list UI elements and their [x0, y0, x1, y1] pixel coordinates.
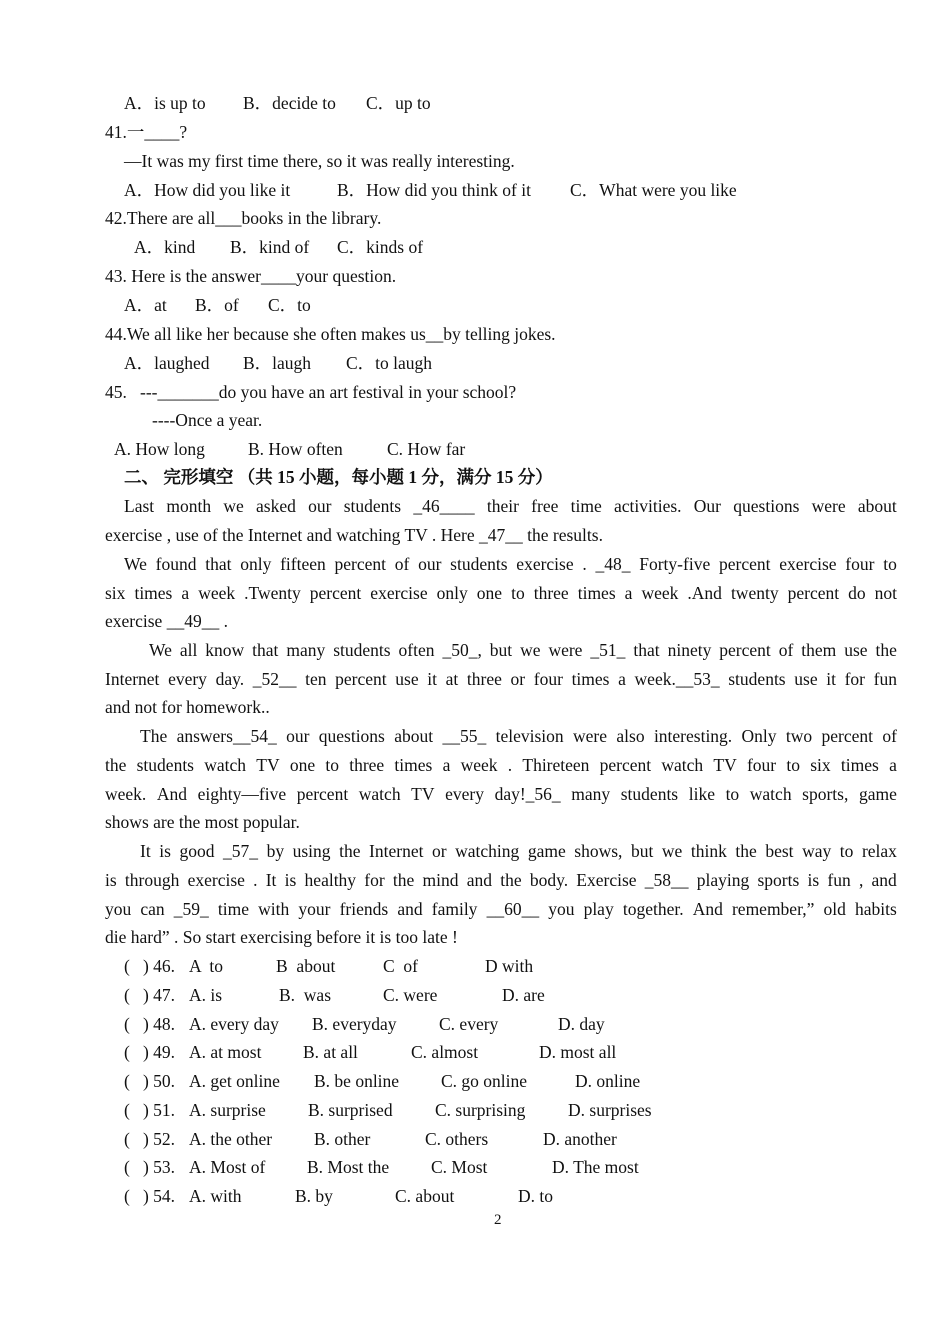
- choice-row-53: [124, 1157, 639, 1177]
- passage-word: exercise: [779, 554, 837, 574]
- q43-stem: 43. Here is the answer____your question.: [105, 266, 397, 286]
- q41-option-b: B．How did you think of it: [337, 180, 531, 200]
- passage-word: every: [168, 669, 207, 689]
- passage-word: the: [875, 640, 897, 660]
- passage-word: one: [289, 755, 316, 775]
- passage-word: by: [266, 841, 285, 861]
- passage-word: times: [577, 583, 616, 603]
- passage-word: Internet: [105, 669, 160, 689]
- passage-word: day.: [215, 669, 245, 689]
- passage-word: best: [765, 841, 794, 861]
- passage-word: Forty-five: [639, 554, 711, 574]
- passage-word: watch: [661, 755, 704, 775]
- passage-word: week: [198, 583, 236, 603]
- passage-word: four: [746, 755, 777, 775]
- passage-p5-line4: die hard” . So start exercising before it is too late !: [105, 927, 458, 947]
- passage-word: day!_56_: [494, 784, 561, 804]
- passage-word: like: [688, 784, 715, 804]
- q41-answer-line: —It was my first time there, so it was really interesting.: [124, 151, 515, 171]
- passage-word: good: [179, 841, 215, 861]
- passage-word: were: [811, 496, 846, 516]
- passage-p4-line2: [105, 755, 897, 775]
- passage-word: We: [124, 554, 147, 574]
- passage-word: Exercise: [576, 870, 637, 890]
- choice-option-b: B. other: [314, 1129, 371, 1149]
- passage-word: percent: [719, 640, 771, 660]
- passage-word: one: [476, 583, 503, 603]
- q45-stem: 45. ---_______do you have an art festival in your school?: [105, 382, 517, 402]
- passage-word: that: [205, 554, 232, 574]
- passage-word: or: [432, 841, 447, 861]
- passage-word: _52__: [252, 669, 297, 689]
- passage-word: shows,: [574, 841, 623, 861]
- passage-word: that: [252, 640, 279, 660]
- passage-p3-line2: [105, 669, 897, 689]
- passage-word: times: [134, 583, 173, 603]
- passage-word: answers__54_: [176, 726, 277, 746]
- passage-word: we: [661, 841, 683, 861]
- passage-word: our: [308, 496, 332, 516]
- passage-word: or: [510, 669, 526, 689]
- passage-word: .Twenty: [244, 583, 301, 603]
- passage-word: percent: [296, 784, 349, 804]
- choice-option-c: C. go online: [441, 1071, 528, 1091]
- choice-option-b: B. at all: [303, 1042, 358, 1062]
- passage-word: six: [105, 583, 126, 603]
- passage-word: It: [140, 841, 151, 861]
- passage-word: their: [486, 496, 519, 516]
- passage-word: to: [786, 755, 800, 775]
- choice-option-d: D. most all: [539, 1042, 617, 1062]
- choice-option-b: B. by: [295, 1186, 333, 1206]
- passage-word: can: [140, 899, 165, 919]
- passage-word: know: [205, 640, 245, 660]
- passage-p3-line1: [149, 640, 897, 660]
- q44-option-b: B．laugh: [243, 353, 312, 373]
- passage-word: TV: [713, 755, 737, 775]
- passage-word: three: [466, 669, 502, 689]
- passage-word: to: [511, 583, 525, 603]
- passage-word: the: [735, 841, 757, 861]
- passage-word: fun: [827, 870, 851, 890]
- passage-word: times: [394, 755, 433, 775]
- choice-option-d: D. another: [543, 1129, 617, 1149]
- choice-option-a: A. every day: [189, 1014, 279, 1034]
- passage-word: exercise: [187, 870, 245, 890]
- passage-word: the: [392, 870, 415, 890]
- passage-word: percent: [309, 583, 362, 603]
- passage-word: game: [527, 841, 566, 861]
- choice-option-a: A to: [189, 956, 224, 976]
- passage-word: ten: [305, 669, 327, 689]
- passage-word: a: [624, 583, 633, 603]
- passage-word: And: [692, 899, 723, 919]
- passage-word: a: [618, 669, 626, 689]
- passage-word: eighty—five: [197, 784, 287, 804]
- passage-word: free: [531, 496, 559, 516]
- choice-option-b: B. everyday: [312, 1014, 397, 1034]
- passage-word: time: [217, 899, 250, 919]
- passage-word: .: [507, 755, 513, 775]
- passage-word: percent: [335, 669, 387, 689]
- passage-word: asked: [256, 496, 296, 516]
- choice-option-c: C. others: [425, 1129, 489, 1149]
- choice-option-c: C. were: [383, 985, 438, 1005]
- passage-word: of: [882, 726, 897, 746]
- q45-option-a: A. How long: [114, 439, 205, 459]
- passage-word: remember,”: [731, 899, 815, 919]
- passage-p4-line1: [140, 726, 897, 746]
- passage-word: We: [149, 640, 172, 660]
- choice-row-49: [124, 1042, 617, 1062]
- q41-option-a: A．How did you like it: [124, 180, 291, 200]
- choice-option-c: C. every: [439, 1014, 499, 1034]
- q45-option-c: C. How far: [387, 439, 466, 459]
- passage-word: about: [394, 726, 434, 746]
- passage-word: times: [840, 755, 879, 775]
- passage-word: percent: [718, 554, 771, 574]
- passage-word: watch: [204, 755, 247, 775]
- choice-option-a: A. Most of: [189, 1157, 266, 1177]
- passage-word: four: [533, 669, 563, 689]
- passage-word: two: [785, 726, 813, 746]
- q42-option-c: C．kinds of: [337, 237, 424, 257]
- passage-word: watch: [358, 784, 401, 804]
- passage-p3-line3: and not for homework..: [105, 697, 270, 717]
- choice-option-a: A. at most: [189, 1042, 262, 1062]
- passage-word: ninety: [667, 640, 712, 660]
- passage-word: _46____: [413, 496, 475, 516]
- passage-word: healthy: [304, 870, 357, 890]
- passage-word: fifteen: [280, 554, 326, 574]
- choice-option-d: D. to: [518, 1186, 553, 1206]
- passage-word: And: [156, 784, 188, 804]
- choice-option-c: C. about: [395, 1186, 455, 1206]
- choice-option-b: B. surprised: [308, 1100, 393, 1120]
- choice-option-b: B. be online: [314, 1071, 400, 1091]
- passage-word: times: [571, 669, 610, 689]
- passage-word: play: [583, 899, 614, 919]
- passage-word: for: [844, 669, 866, 689]
- passage-word: a: [181, 583, 190, 603]
- passage-word: three: [349, 755, 385, 775]
- passage-word: _58__: [644, 870, 689, 890]
- choice-number: ( ) 47.: [124, 985, 176, 1005]
- choice-row-47: [124, 985, 545, 1005]
- passage-word: Internet: [369, 841, 424, 861]
- passage-word: mind: [422, 870, 459, 890]
- passage-word: Thireteen: [522, 755, 590, 775]
- passage-word: but: [489, 640, 513, 660]
- passage-word: percent: [599, 755, 652, 775]
- q42-stem: 42.There are all___books in the library.: [105, 208, 382, 228]
- passage-word: activities.: [613, 496, 682, 516]
- passage-word: is: [807, 870, 820, 890]
- passage-word: percent: [787, 583, 840, 603]
- passage-word: relax: [861, 841, 897, 861]
- passage-word: the: [105, 755, 127, 775]
- passage-word: to: [839, 841, 854, 861]
- passage-word: often: [398, 640, 435, 660]
- choice-option-c: C. almost: [411, 1042, 479, 1062]
- passage-p4-line3: [105, 784, 897, 804]
- passage-word: use: [794, 669, 818, 689]
- passage-word: to: [725, 784, 740, 804]
- q43-option-a: A．at: [124, 295, 167, 315]
- passage-word: week: [460, 755, 498, 775]
- passage-word: _48_: [595, 554, 631, 574]
- choice-option-d: D with: [485, 956, 534, 976]
- q43-option-c: C．to: [268, 295, 311, 315]
- passage-word: exercise: [370, 583, 428, 603]
- passage-word: is: [105, 870, 117, 890]
- passage-word: only: [436, 583, 468, 603]
- passage-word: through: [124, 870, 180, 890]
- passage-word: interesting.: [653, 726, 733, 746]
- passage-word: Last: [124, 496, 155, 516]
- choice-option-d: D. are: [502, 985, 545, 1005]
- choice-number: ( ) 52.: [124, 1129, 176, 1149]
- passage-word: but: [630, 841, 654, 861]
- passage-word: found: [155, 554, 197, 574]
- q43-option-b: B．of: [195, 295, 239, 315]
- passage-word: fun: [873, 669, 897, 689]
- passage-word: many: [571, 784, 611, 804]
- passage-word: and: [871, 870, 897, 890]
- passage-word: do: [848, 583, 866, 603]
- passage-p5-line1: [140, 841, 897, 861]
- q41-stem: 41.一____?: [105, 122, 188, 142]
- passage-word: questions: [318, 726, 385, 746]
- passage-word: body.: [529, 870, 569, 890]
- choice-number: ( ) 53.: [124, 1157, 176, 1177]
- passage-word: TV: [411, 784, 435, 804]
- choice-row-50: [124, 1071, 641, 1091]
- passage-word: of: [394, 554, 410, 574]
- passage-word: our: [286, 726, 310, 746]
- passage-word: questions: [733, 496, 800, 516]
- passage-word: together.: [622, 899, 684, 919]
- passage-word: it: [826, 669, 836, 689]
- choice-option-c: C. Most: [431, 1157, 488, 1177]
- passage-word: we: [223, 496, 244, 516]
- passage-word: .: [582, 554, 587, 574]
- passage-word: a: [889, 755, 897, 775]
- passage-word: week.: [105, 784, 147, 804]
- choice-number: ( ) 54.: [124, 1186, 176, 1206]
- passage-word: students: [620, 784, 679, 804]
- choice-option-a: A. surprise: [189, 1100, 266, 1120]
- passage-word: many: [286, 640, 326, 660]
- choice-option-b: B about: [276, 956, 336, 976]
- passage-word: students: [728, 669, 786, 689]
- choice-number: ( ) 50.: [124, 1071, 176, 1091]
- passage-word: were: [573, 726, 608, 746]
- passage-word: you: [105, 899, 132, 919]
- passage-word: a: [442, 755, 451, 775]
- passage-word: with: [258, 899, 290, 919]
- choice-option-a: A. with: [189, 1186, 242, 1206]
- passage-word: you: [548, 899, 575, 919]
- choice-number: ( ) 46.: [124, 956, 176, 976]
- passage-word: time: [570, 496, 602, 516]
- choice-option-c: C of: [383, 956, 418, 976]
- passage-word: __60__: [486, 899, 540, 919]
- q44-option-c: C．to laugh: [346, 353, 433, 373]
- passage-word: six: [810, 755, 831, 775]
- choice-option-c: C. surprising: [435, 1100, 526, 1120]
- passage-word: way: [802, 841, 832, 861]
- passage-word: exercise: [516, 554, 574, 574]
- passage-word: it: [427, 669, 437, 689]
- passage-word: for: [364, 870, 385, 890]
- passage-word: watch: [749, 784, 792, 804]
- choice-option-d: D. surprises: [568, 1100, 652, 1120]
- passage-word: twenty: [730, 583, 779, 603]
- passage-word: students: [343, 496, 402, 516]
- passage-word: our: [418, 554, 442, 574]
- choice-row-52: [124, 1129, 617, 1149]
- passage-word: TV: [256, 755, 280, 775]
- choice-row-46: [124, 956, 534, 976]
- passage-word: _50_,: [442, 640, 482, 660]
- passage-word: game: [858, 784, 897, 804]
- passage-word: watching: [455, 841, 520, 861]
- passage-word: three: [533, 583, 569, 603]
- passage-word: not: [874, 583, 897, 603]
- choice-option-d: D. day: [558, 1014, 605, 1034]
- passage-word: the: [339, 841, 361, 861]
- choice-option-b: B. Most the: [307, 1157, 390, 1177]
- passage-word: week: [641, 583, 679, 603]
- passage-word: use: [844, 640, 868, 660]
- passage-p1-line2: exercise , use of the Internet and watching TV . Here _47__ the results.: [105, 525, 603, 545]
- passage-word: your: [298, 899, 331, 919]
- passage-p5-line3: [105, 899, 897, 919]
- passage-p2-line3: exercise __49__ .: [105, 611, 228, 631]
- q40-option-b: B．decide to: [243, 93, 336, 113]
- section-2-heading: 二、 完形填空 （共 15 小题，每小题 1 分，满分 15 分）: [124, 467, 553, 487]
- passage-word: old: [823, 899, 846, 919]
- passage-p4-line4: shows are the most popular.: [105, 812, 300, 832]
- passage-word: only: [240, 554, 272, 574]
- passage-word: month: [166, 496, 212, 516]
- page-number: 2: [494, 1212, 502, 1228]
- choice-option-b: B. was: [279, 985, 332, 1005]
- passage-word: The: [140, 726, 168, 746]
- passage-word: __55_: [442, 726, 487, 746]
- passage-word: sports: [757, 870, 800, 890]
- passage-p1-line1: [124, 496, 897, 516]
- choice-row-48: [124, 1014, 605, 1034]
- passage-word: ,: [858, 870, 864, 890]
- q45-option-b: B. How often: [248, 439, 343, 459]
- passage-word: all: [179, 640, 198, 660]
- choice-option-d: D. The most: [552, 1157, 639, 1177]
- passage-word: television: [495, 726, 564, 746]
- passage-word: of: [778, 640, 794, 660]
- q45-answer-line: ----Once a year.: [152, 410, 263, 430]
- passage-word: playing: [696, 870, 750, 890]
- passage-word: four: [845, 554, 875, 574]
- passage-word: .And: [687, 583, 722, 603]
- passage-p2-line2: [105, 583, 897, 603]
- passage-word: and: [466, 870, 492, 890]
- q42-option-b: B．kind of: [230, 237, 310, 257]
- passage-word: every: [445, 784, 484, 804]
- q42-option-a: A．kind: [134, 237, 196, 257]
- passage-word: _57_: [223, 841, 259, 861]
- passage-word: that: [633, 640, 660, 660]
- choice-number: ( ) 48.: [124, 1014, 176, 1034]
- q40-option-c: C．up to: [366, 93, 431, 113]
- passage-word: the: [500, 870, 522, 890]
- passage-word: using: [292, 841, 331, 861]
- passage-word: percent: [821, 726, 874, 746]
- choice-option-d: D. online: [575, 1071, 641, 1091]
- passage-word: .: [253, 870, 258, 890]
- passage-word: _59_: [173, 899, 209, 919]
- passage-word: percent: [334, 554, 387, 574]
- passage-word: them: [801, 640, 837, 660]
- passage-word: is: [284, 870, 297, 890]
- passage-word: habits: [854, 899, 897, 919]
- passage-word: to: [325, 755, 339, 775]
- passage-word: friends: [339, 899, 389, 919]
- q44-option-a: A．laughed: [124, 353, 210, 373]
- passage-word: think: [690, 841, 727, 861]
- passage-word: It: [265, 870, 277, 890]
- passage-word: and: [397, 899, 423, 919]
- choice-option-a: A. is: [189, 985, 223, 1005]
- choice-row-51: [124, 1100, 652, 1120]
- passage-word: Only: [741, 726, 777, 746]
- choice-row-54: [124, 1186, 553, 1206]
- choice-option-a: A. the other: [189, 1129, 273, 1149]
- passage-p5-line2: [105, 870, 897, 890]
- passage-word: use: [395, 669, 419, 689]
- q40-option-a: A．is up to: [124, 93, 206, 113]
- passage-word: _51_: [590, 640, 626, 660]
- choice-number: ( ) 49.: [124, 1042, 176, 1062]
- passage-word: students: [450, 554, 508, 574]
- passage-word: students: [136, 755, 194, 775]
- passage-word: to: [883, 554, 897, 574]
- choice-option-a: A. get online: [189, 1071, 280, 1091]
- passage-word: at: [445, 669, 459, 689]
- passage-word: about: [857, 496, 897, 516]
- passage-word: week.__53_: [634, 669, 720, 689]
- passage-word: Our: [693, 496, 722, 516]
- q44-stem: 44.We all like her because she often makes us__by telling jokes.: [105, 324, 556, 344]
- passage-word: is: [159, 841, 171, 861]
- passage-word: were: [548, 640, 583, 660]
- passage-word: family: [431, 899, 478, 919]
- passage-word: also: [616, 726, 645, 746]
- passage-word: students: [333, 640, 391, 660]
- passage-word: sports,: [802, 784, 849, 804]
- q41-option-c: C．What were you like: [570, 180, 737, 200]
- passage-word: we: [520, 640, 541, 660]
- passage-p2-line1: [124, 554, 897, 574]
- choice-number: ( ) 51.: [124, 1100, 176, 1120]
